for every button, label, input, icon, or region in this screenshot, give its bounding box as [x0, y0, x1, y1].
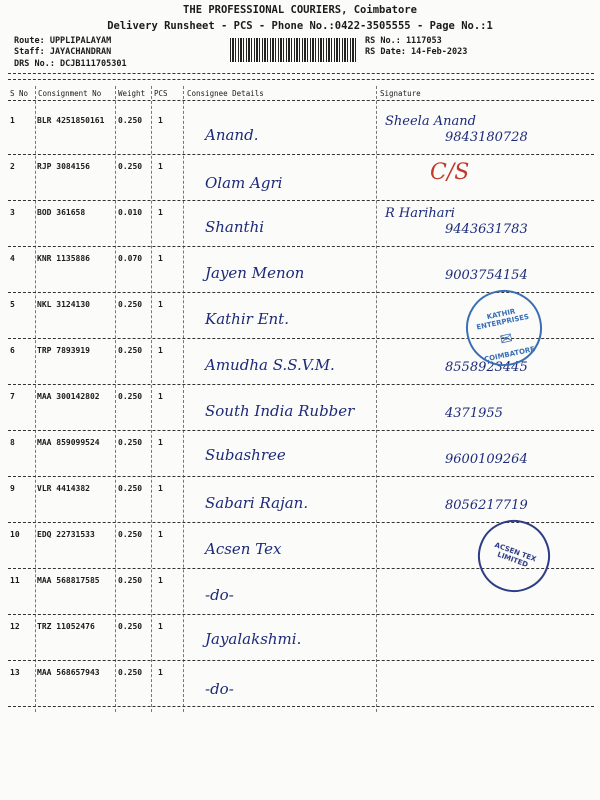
- row-weight: 0.250: [118, 622, 143, 631]
- row-consignment-no: RJP 3084156: [37, 162, 90, 171]
- row-consignment-no: KNR 1135886: [37, 254, 90, 263]
- stamp-mark: ✉: [498, 328, 515, 349]
- row-pcs: 1: [158, 254, 163, 263]
- row-signature: C/S: [430, 160, 470, 185]
- row-weight: 0.250: [118, 346, 143, 355]
- col-header-sno: S No: [10, 89, 29, 98]
- row-weight: 0.250: [118, 392, 143, 401]
- row-pcs: 1: [158, 484, 163, 493]
- row-pcs: 1: [158, 346, 163, 355]
- row-consignee-name: Kathir Ent.: [205, 310, 289, 328]
- row-weight: 0.070: [118, 254, 143, 263]
- row-pcs: 1: [158, 300, 163, 309]
- row-sno: 9: [10, 484, 15, 493]
- stamp-text: ACSEN TEX LIMITED: [493, 540, 538, 569]
- col-header-signature: Signature: [380, 89, 421, 98]
- row-sno: 2: [10, 162, 15, 171]
- row-consignee-name: South India Rubber: [205, 402, 355, 420]
- row-phone: 8056217719: [445, 498, 528, 513]
- row-divider: [8, 614, 594, 615]
- row-consignment-no: VLR 4414382: [37, 484, 90, 493]
- row-consignee-name: -do-: [205, 680, 234, 698]
- row-signature: Sheela Anand: [385, 114, 476, 129]
- col-header-consignment: Consignment No: [38, 89, 102, 98]
- row-weight: 0.250: [118, 484, 143, 493]
- row-consignee-name: -do-: [205, 586, 234, 604]
- row-divider: [8, 430, 594, 431]
- column-rule: [115, 86, 116, 712]
- row-consignment-no: MAA 568657943: [37, 668, 100, 677]
- row-pcs: 1: [158, 208, 163, 217]
- row-consignment-no: MAA 859099524: [37, 438, 100, 447]
- row-sno: 8: [10, 438, 15, 447]
- runsheet-title: Delivery Runsheet - PCS - Phone No.:0422-3505555 - Page No.:1: [107, 20, 493, 32]
- column-rule: [183, 86, 184, 712]
- row-consignee-name: Jayalakshmi.: [205, 630, 302, 648]
- column-rule: [151, 86, 152, 712]
- acsen-stamp: [468, 510, 560, 602]
- row-pcs: 1: [158, 116, 163, 125]
- row-consignment-no: MAA 300142802: [37, 392, 100, 401]
- row-sno: 12: [10, 622, 20, 631]
- row-consignee-name: Subashree: [205, 446, 286, 464]
- row-consignment-no: MAA 568817585: [37, 576, 100, 585]
- row-pcs: 1: [158, 576, 163, 585]
- barcode-image: [230, 38, 358, 62]
- row-consignment-no: BLR 4251850161: [37, 116, 105, 125]
- col-header-pcs: PCS: [154, 89, 168, 98]
- row-weight: 0.250: [118, 576, 143, 585]
- row-pcs: 1: [158, 162, 163, 171]
- column-rule: [35, 86, 36, 712]
- row-sno: 5: [10, 300, 15, 309]
- row-weight: 0.010: [118, 208, 143, 217]
- rs-no-label: RS No.: 1117053: [365, 36, 442, 46]
- row-consignee-name: Olam Agri: [205, 174, 283, 192]
- row-divider: [8, 200, 594, 201]
- row-weight: 0.250: [118, 162, 143, 171]
- company-title: THE PROFESSIONAL COURIERS, Coimbatore: [183, 4, 417, 16]
- col-header-consignee: Consignee Details: [187, 89, 264, 98]
- row-pcs: 1: [158, 530, 163, 539]
- divider: [8, 73, 594, 74]
- staff-label: Staff: JAYACHANDRAN: [14, 47, 112, 57]
- row-weight: 0.250: [118, 300, 143, 309]
- row-sno: 1: [10, 116, 15, 125]
- row-pcs: 1: [158, 622, 163, 631]
- row-phone: 9600109264: [445, 452, 528, 467]
- stamp-subtext: COIMBATORE: [483, 345, 536, 364]
- row-consignee-name: Sabari Rajan.: [205, 494, 309, 512]
- row-divider: [8, 384, 594, 385]
- row-consignment-no: TRZ 11052476: [37, 622, 95, 631]
- column-rule: [376, 86, 377, 712]
- col-header-weight: Weight: [118, 89, 146, 98]
- divider: [8, 79, 594, 80]
- row-consignee-name: Amudha S.S.V.M.: [205, 356, 335, 374]
- row-sno: 10: [10, 530, 20, 539]
- row-consignment-no: BOD 361658: [37, 208, 86, 217]
- row-consignment-no: TRP 7893919: [37, 346, 90, 355]
- row-sno: 13: [10, 668, 20, 677]
- row-divider: [8, 246, 594, 247]
- row-phone: 9003754154: [445, 268, 528, 283]
- row-weight: 0.250: [118, 116, 143, 125]
- divider: [8, 100, 594, 101]
- route-label: Route: UPPLIPALAYAM: [14, 36, 112, 46]
- row-divider: [8, 706, 594, 707]
- row-signature: R Harihari: [385, 206, 455, 221]
- row-sno: 4: [10, 254, 15, 263]
- rs-date-label: RS Date: 14-Feb-2023: [365, 47, 468, 57]
- drs-label: DRS No.: DCJB111705301: [14, 59, 127, 69]
- row-sno: 6: [10, 346, 15, 355]
- row-divider: [8, 660, 594, 661]
- row-consignee-name: Acsen Tex: [205, 540, 282, 558]
- row-sno: 3: [10, 208, 15, 217]
- stamp-text: KATHIR ENTERPRISES: [475, 307, 530, 332]
- row-phone: 9443631783: [445, 222, 528, 237]
- row-divider: [8, 476, 594, 477]
- row-divider: [8, 154, 594, 155]
- row-pcs: 1: [158, 438, 163, 447]
- row-consignee-name: Shanthi: [205, 218, 265, 236]
- row-phone: 8558923445: [445, 360, 528, 375]
- row-pcs: 1: [158, 668, 163, 677]
- row-weight: 0.250: [118, 530, 143, 539]
- row-pcs: 1: [158, 392, 163, 401]
- row-phone: 9843180728: [445, 130, 528, 145]
- row-consignee-name: Anand.: [205, 126, 259, 144]
- row-weight: 0.250: [118, 438, 143, 447]
- row-consignee-name: Jayen Menon: [205, 264, 305, 282]
- row-phone: 4371955: [445, 406, 503, 421]
- row-consignment-no: NKL 3124130: [37, 300, 90, 309]
- row-sno: 11: [10, 576, 20, 585]
- row-sno: 7: [10, 392, 15, 401]
- row-weight: 0.250: [118, 668, 143, 677]
- row-consignment-no: EDQ 22731533: [37, 530, 95, 539]
